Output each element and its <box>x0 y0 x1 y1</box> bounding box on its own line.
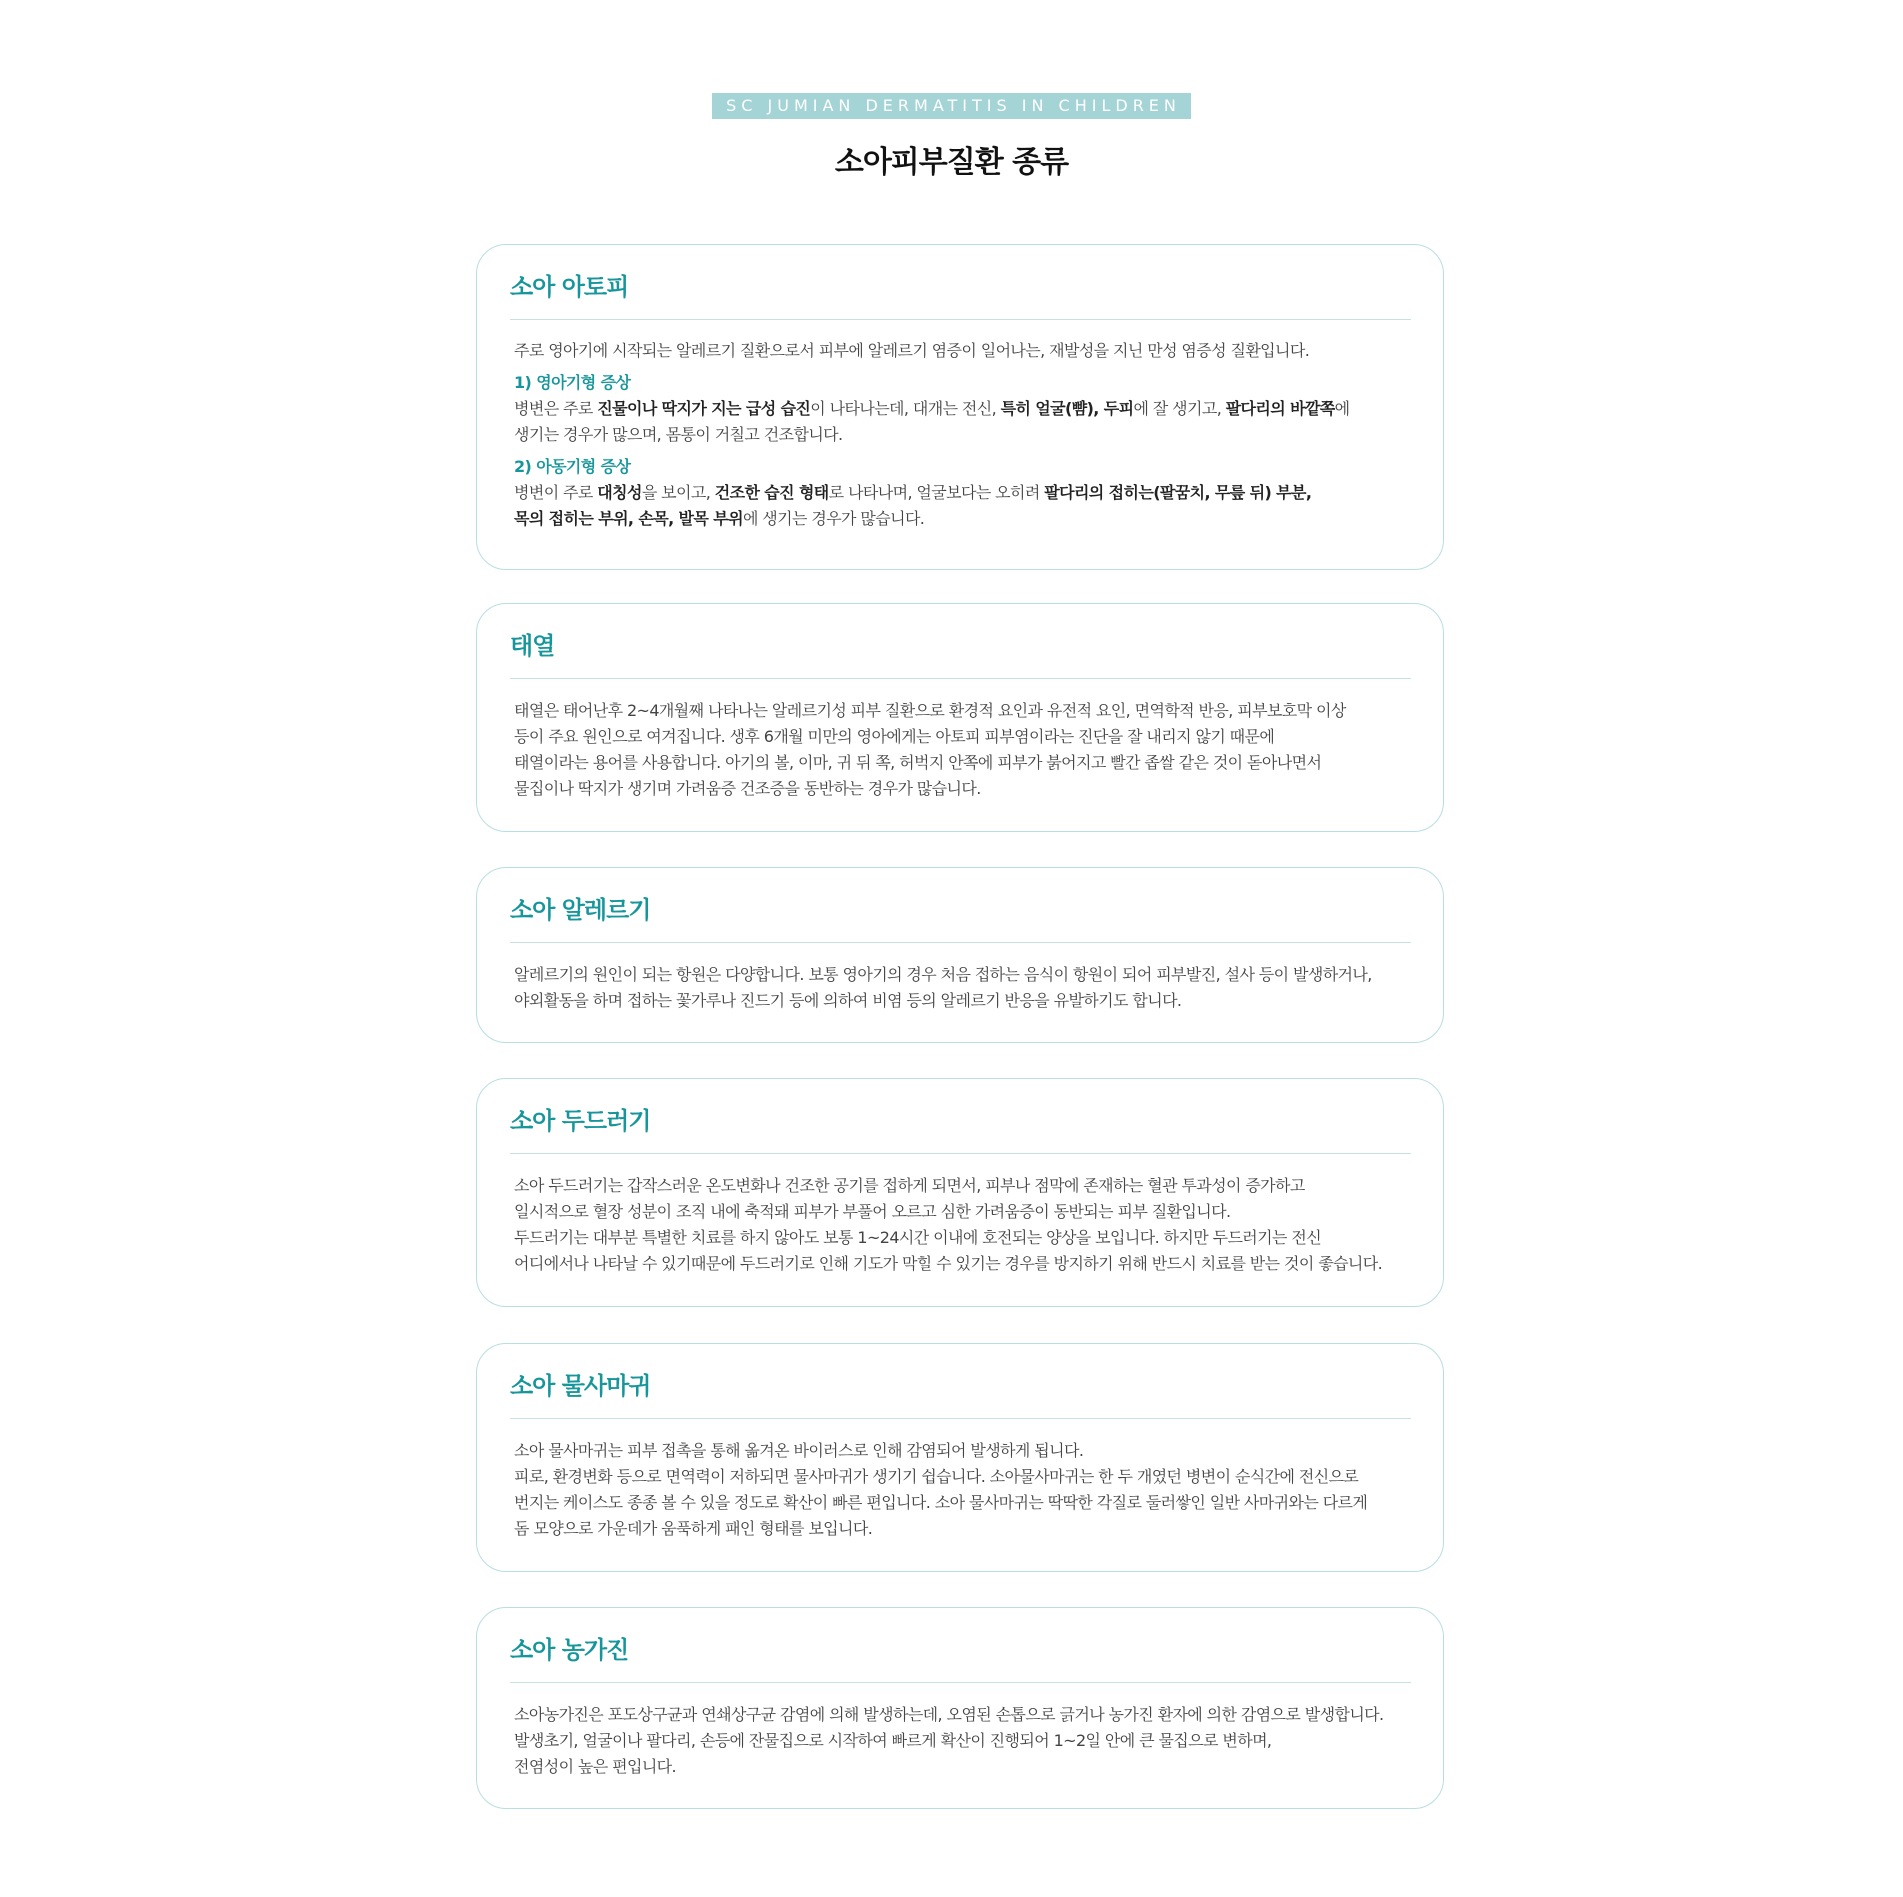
subsection-title: 2) 아동기형 증상 <box>514 457 631 476</box>
card-line: 소아 물사마귀는 피부 접촉을 통해 옮겨온 바이러스로 인해 감염되어 발생하게 됩니다. <box>514 1441 1084 1460</box>
text-run: 에 잘 생기고, <box>1133 399 1226 418</box>
card-heat-rash <box>476 603 1444 832</box>
card-divider <box>510 1682 1411 1683</box>
text-run: 병변은 주로 <box>514 399 598 418</box>
card-line: 소아농가진은 포도상구균과 연쇄상구균 감염에 의해 발생하는데, 오염된 손톱으로 긁거나 농가진 환자에 의한 감염으로 발생합니다. <box>514 1705 1384 1724</box>
page-header <box>0 93 1903 181</box>
card-line: 두드러기는 대부분 특별한 치료를 하지 않아도 보통 1~24시간 이내에 호전되는 양상을 보입니다. 하지만 두드러기는 전신 <box>514 1228 1322 1247</box>
text-run-bold: 팔다리의 접히는(팔꿈치, 무릎 뒤) 부분, <box>1044 483 1312 502</box>
subsection-text <box>514 480 1413 506</box>
card-intro: 주로 영아기에 시작되는 알레르기 질환으로서 피부에 알레르기 염증이 일어나는, 재발성을 지닌 만성 염증성 질환입니다. <box>514 341 1310 360</box>
card-line: 전염성이 높은 편입니다. <box>514 1757 677 1776</box>
text-run: 을 보이고, <box>641 483 715 502</box>
card-line: 어디에서나 나타날 수 있기때문에 두드러기로 인해 기도가 막힐 수 있기는 경우를 방지하기 위해 반드시 치료를 받는 것이 좋습니다. <box>514 1254 1383 1273</box>
card-title: 소아 두드러기 <box>510 1107 651 1135</box>
card-line: 야외활동을 하며 접하는 꽃가루나 진드기 등에 의하여 비염 등의 알레르기 반응을 유발하기도 합니다. <box>514 991 1182 1010</box>
text-run-bold: 팔다리의 바깥쪽 <box>1225 399 1335 418</box>
card-body <box>514 1438 1413 1542</box>
subsection-text <box>514 396 1413 422</box>
text-run: 로 나타나며, 얼굴보다는 오히려 <box>828 483 1045 502</box>
card-title: 소아 농가진 <box>510 1636 629 1664</box>
eyebrow-label: SC JUMIAN DERMATITIS IN CHILDREN <box>712 93 1191 119</box>
card-body <box>514 1702 1413 1780</box>
card-divider <box>510 678 1411 679</box>
card-hives <box>476 1078 1444 1307</box>
card-impetigo <box>476 1607 1444 1809</box>
card-line: 태열이라는 용어를 사용합니다. 아기의 볼, 이마, 귀 뒤 쪽, 허벅지 안쪽에 피부가 붉어지고 빨간 좁쌀 같은 것이 돋아나면서 <box>514 753 1322 772</box>
text-run: 이 나타나는데, 대개는 전신, <box>810 399 1001 418</box>
card-line: 번지는 케이스도 종종 볼 수 있을 정도로 확산이 빠른 편입니다. 소아 물사마귀는 딱딱한 각질로 둘러쌓인 일반 사마귀와는 다르게 <box>514 1493 1368 1512</box>
card-line: 일시적으로 혈장 성분이 조직 내에 축적돼 피부가 부풀어 오르고 심한 가려움증이 동반되는 피부 질환입니다. <box>514 1202 1231 1221</box>
card-molluscum <box>476 1343 1444 1572</box>
card-line: 알레르기의 원인이 되는 항원은 다양합니다. 보통 영아기의 경우 처음 접하는 음식이 항원이 되어 피부발진, 설사 등이 발생하거나, <box>514 965 1372 984</box>
card-body <box>514 698 1413 802</box>
card-line: 발생초기, 얼굴이나 팔다리, 손등에 잔물집으로 시작하여 빠르게 확산이 진행되어 1~2일 안에 큰 물집으로 변하며, <box>514 1731 1272 1750</box>
card-line: 돔 모양으로 가운데가 움푹하게 패인 형태를 보입니다. <box>514 1519 873 1538</box>
card-body <box>514 1173 1413 1277</box>
text-run: 병변이 주로 <box>514 483 598 502</box>
text-run-bold: 건조한 습진 형태 <box>714 483 829 502</box>
card-line: 소아 두드러기는 갑작스러운 온도변화나 건조한 공기를 접하게 되면서, 피부나 점막에 존재하는 혈관 투과성이 증가하고 <box>514 1176 1305 1195</box>
card-line: 피로, 환경변화 등으로 면역력이 저하되면 물사마귀가 생기기 쉽습니다. 소아물사마귀는 한 두 개였던 병변이 순식간에 전신으로 <box>514 1467 1359 1486</box>
card-line: 태열은 태어난후 2~4개월째 나타나는 알레르기성 피부 질환으로 환경적 요인과 유전적 요인, 면역학적 반응, 피부보호막 이상 <box>514 701 1346 720</box>
subsection-text <box>514 506 1413 532</box>
card-divider <box>510 1418 1411 1419</box>
card-title: 소아 물사마귀 <box>510 1372 651 1400</box>
text-run-bold: 목의 접히는 부위, 손목, 발목 부위 <box>514 509 743 528</box>
card-line: 물집이나 딱지가 생기며 가려움증 건조증을 동반하는 경우가 많습니다. <box>514 779 981 798</box>
card-divider <box>510 1153 1411 1154</box>
card-allergy <box>476 867 1444 1043</box>
card-divider <box>510 319 1411 320</box>
page-title: 소아피부질환 종류 <box>834 145 1069 180</box>
text-run-bold: 진물이나 딱지가 지는 급성 습진 <box>597 399 811 418</box>
card-body <box>514 962 1413 1014</box>
card-title: 태열 <box>510 632 555 660</box>
text-run: 에 생기는 경우가 많습니다. <box>742 509 925 528</box>
card-line: 등이 주요 원인으로 여겨집니다. 생후 6개월 미만의 영아에게는 아토피 피부염이라는 진단을 잘 내리지 않기 때문에 <box>514 727 1275 746</box>
subsection-text: 생기는 경우가 많으며, 몸통이 거칠고 건조합니다. <box>514 425 843 444</box>
card-atopy <box>476 244 1444 570</box>
text-run: 에 <box>1334 399 1350 418</box>
text-run-bold: 특히 얼굴(뺨), 두피 <box>1000 399 1134 418</box>
card-divider <box>510 942 1411 943</box>
text-run-bold: 대칭성 <box>597 483 642 502</box>
card-body <box>514 338 1413 532</box>
card-title: 소아 아토피 <box>510 273 629 301</box>
subsection-title: 1) 영아기형 증상 <box>514 373 631 392</box>
card-title: 소아 알레르기 <box>510 896 651 924</box>
